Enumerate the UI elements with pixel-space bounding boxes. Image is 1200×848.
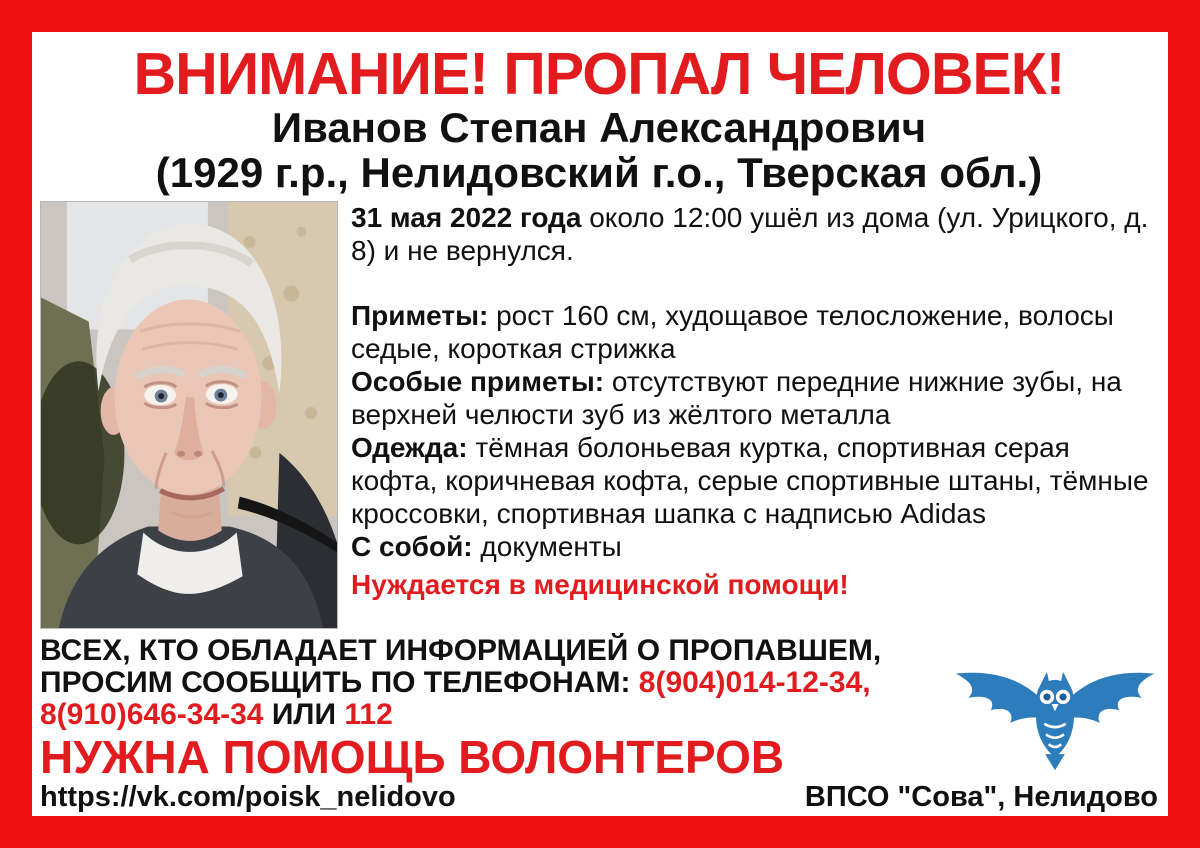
photo-illustration [41, 202, 337, 628]
border-shade-top [0, 0, 1200, 9]
phone-number-2: 8(910)646-34-34 [40, 698, 264, 731]
org-name: ВПСО "Сова", Нелидово [804, 781, 1158, 813]
vk-url: https://vk.com/poisk_nelidovo [40, 781, 456, 813]
missing-person-name: Иванов Степан Александрович [271, 104, 927, 151]
missing-person-origin: (1929 г.р., Нелидовский г.о., Тверская обл.) [155, 149, 1043, 196]
item-primety-label: Приметы: [351, 300, 489, 331]
contact-line1: ВСЕХ, КТО ОБЛАДАЕТ ИНФОРМАЦИЕЙ О ПРОПАВШЕМ, [40, 634, 882, 667]
poster-content [32, 32, 1168, 816]
footer-row [40, 782, 1158, 812]
item-osobye-primety-text: отсутствуют передние нижние зубы, на верхней челюсти зуб из жёлтого металла [351, 366, 1122, 430]
item-s-soboy-text: документы [480, 531, 622, 562]
phone-number-1: 8(904)014-12-34, [638, 666, 871, 699]
contact-conjunction: ИЛИ [271, 698, 337, 731]
item-primety-text: рост 160 см, худощавое телосложение, волосы седые, короткая стрижка [351, 300, 1114, 364]
item-osobye-primety [351, 365, 1158, 431]
item-odezhda-label: Одежда: [351, 432, 468, 463]
border-shade-bottom [0, 842, 1200, 848]
details-column [351, 201, 1158, 629]
item-osobye-primety-label: Особые приметы: [351, 366, 605, 397]
owl-logo-drawing [952, 654, 1158, 772]
disappearance-line [351, 201, 1158, 267]
item-s-soboy-label: С собой: [351, 531, 473, 562]
item-s-soboy [351, 530, 1158, 563]
missing-person-photo [40, 201, 338, 629]
owl-logo-icon [952, 654, 1158, 772]
contact-line2-label: ПРОСИМ СООБЩИТЬ ПО ТЕЛЕФОНАМ: [40, 666, 631, 699]
item-odezhda-text: тёмная болоньевая куртка, спортивная серая кофта, коричневая кофта, серые спортивные штаны, тёмные кроссовки, спортивная шапка с надписью Adidas [351, 432, 1149, 529]
item-odezhda [351, 431, 1158, 530]
disappearance-date: 31 мая 2022 года [351, 202, 582, 233]
medical-alert: Нуждается в медицинской помощи! [351, 569, 849, 600]
phone-number-emergency: 112 [344, 698, 393, 731]
description-items [351, 299, 1158, 563]
volunteers-call: НУЖНА ПОМОЩЬ ВОЛОНТЕРОВ [40, 731, 785, 783]
item-primety [351, 299, 1158, 365]
main-row [40, 201, 1158, 629]
poster-title: ВНИМАНИЕ! ПРОПАЛ ЧЕЛОВЕК! [133, 41, 1065, 107]
disappearance-text: около 12:00 ушёл из дома (ул. Урицкого, д. 8) и не вернулся. [351, 202, 1149, 266]
